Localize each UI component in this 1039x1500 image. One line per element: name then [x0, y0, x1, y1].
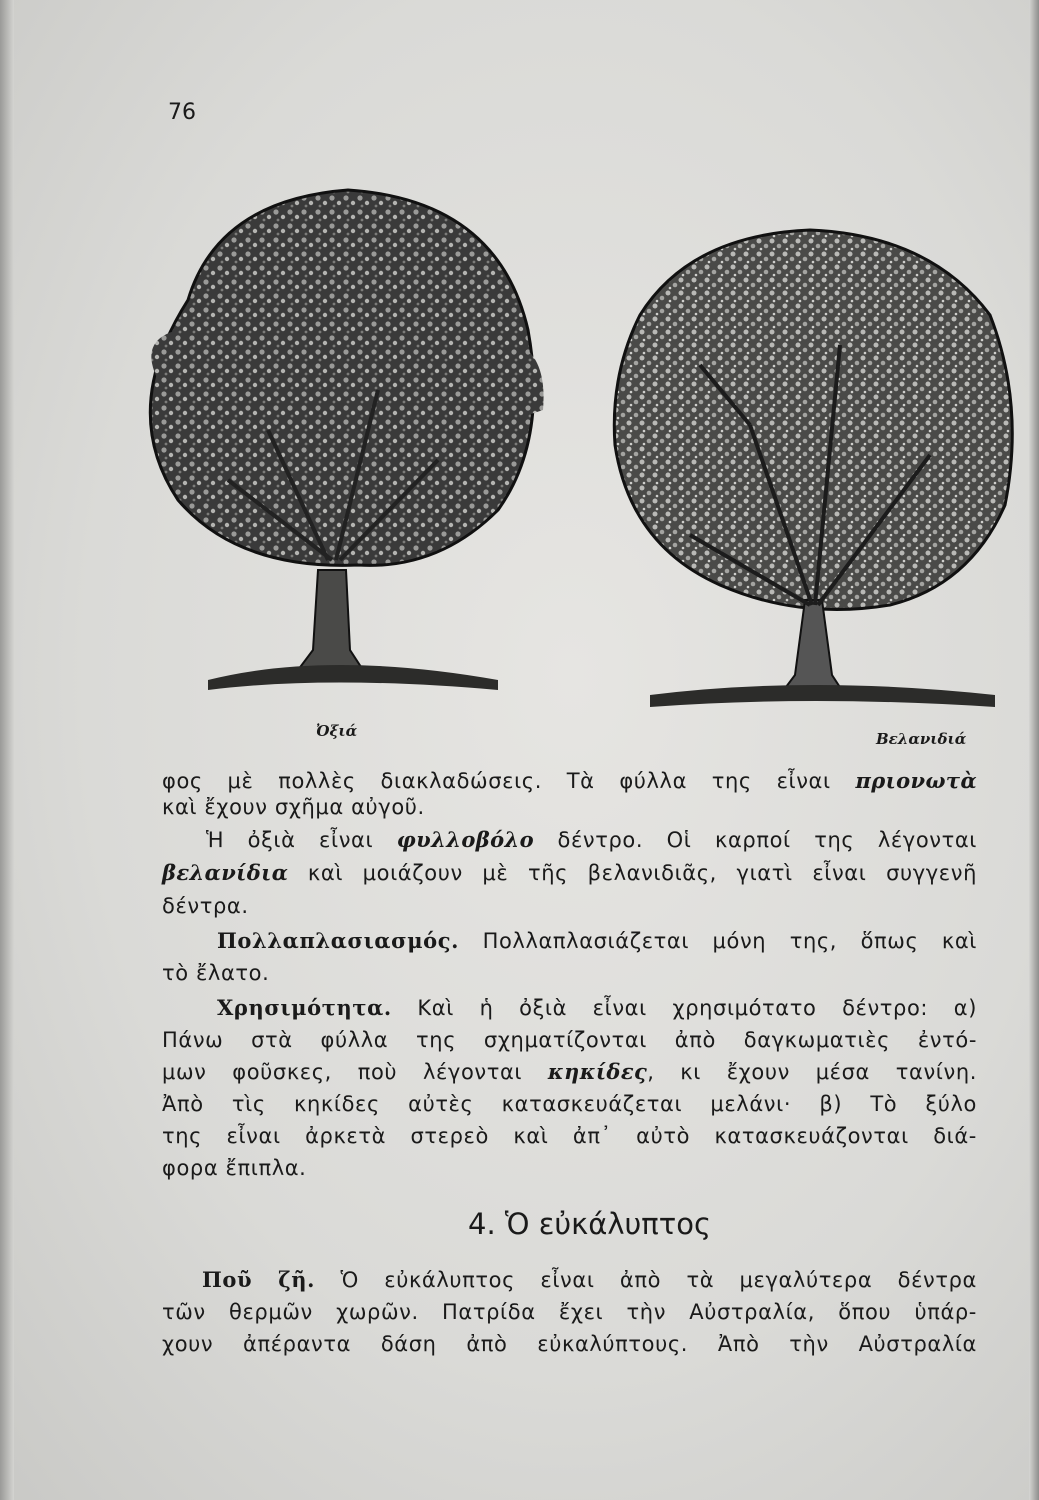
page-number: 76: [168, 100, 196, 125]
text-line: Ἀπὸ τὶς κηκίδες αὐτὲς κατασκευάζεται μελάνι· β) Τὸ ξύλο: [162, 1092, 977, 1116]
oak-caption: Βελανιδιά: [876, 730, 967, 748]
text-line: Ἡ ὀξιὰ εἶναι φυλλοβόλο δέντρο. Οἱ καρποί της λέγονται: [206, 827, 977, 852]
text-line: φορα ἔπιπλα.: [162, 1156, 307, 1180]
page-left-edge-shadow: [0, 0, 14, 1500]
text-line: τῶν θερμῶν χωρῶν. Πατρίδα ἔχει τὴν Αὐστραλία, ὅπου ὑπάρ-: [162, 1300, 977, 1324]
body-text-upper: [162, 768, 977, 1181]
section-heading: 4. Ὁ εὐκάλυπτος: [468, 1207, 711, 1241]
text-line: τὸ ἔλατο.: [162, 961, 270, 985]
beech-tree-illustration: [118, 180, 548, 720]
text-line: δέντρα.: [162, 894, 249, 918]
text-line: βελανίδια καὶ μοιάζουν μὲ τῆς βελανιδιᾶς, γιατὶ εἶναι συγγενῆ: [162, 860, 977, 885]
text-line: της εἶναι ἀρκετὰ στερεὸ καὶ ἀπ᾿ αὐτὸ κατασκευάζονται διά-: [162, 1124, 977, 1148]
page-right-edge-shadow: [1029, 0, 1039, 1500]
beech-caption: Ὀξιά: [316, 722, 358, 740]
body-text-lower: [162, 1267, 977, 1357]
text-line: χουν ἀπέραντα δάση ἀπὸ εὐκαλύπτους. Ἀπὸ τὴν Αὐστραλία: [162, 1332, 977, 1356]
oak-tree-illustration: [600, 225, 1020, 725]
text-line: φος μὲ πολλὲς διακλαδώσεις. Τὰ φύλλα της εἶναι πριονωτὰ: [162, 768, 977, 793]
text-line: Πολλαπλασιασμός. Πολλαπλασιάζεται μόνη της, ὅπως καὶ: [217, 928, 977, 953]
text-line: Πάνω στὰ φύλλα της σχηματίζονται ἀπὸ δαγκωματιὲς ἐντό-: [162, 1028, 977, 1052]
text-line: καὶ ἔχουν σχῆμα αὐγοῦ.: [162, 795, 425, 819]
text-line: μων φοῦσκες, ποὺ λέγονται κηκίδες, κι ἔχουν μέσα τανίνη.: [162, 1059, 977, 1084]
text-line: Ποῦ ζῆ. Ὁ εὐκάλυπτος εἶναι ἀπὸ τὰ μεγαλύτερα δέντρα: [202, 1267, 977, 1292]
text-line: Χρησιμότητα. Καὶ ἡ ὀξιὰ εἶναι χρησιμότατο δέντρο: α): [217, 995, 977, 1020]
